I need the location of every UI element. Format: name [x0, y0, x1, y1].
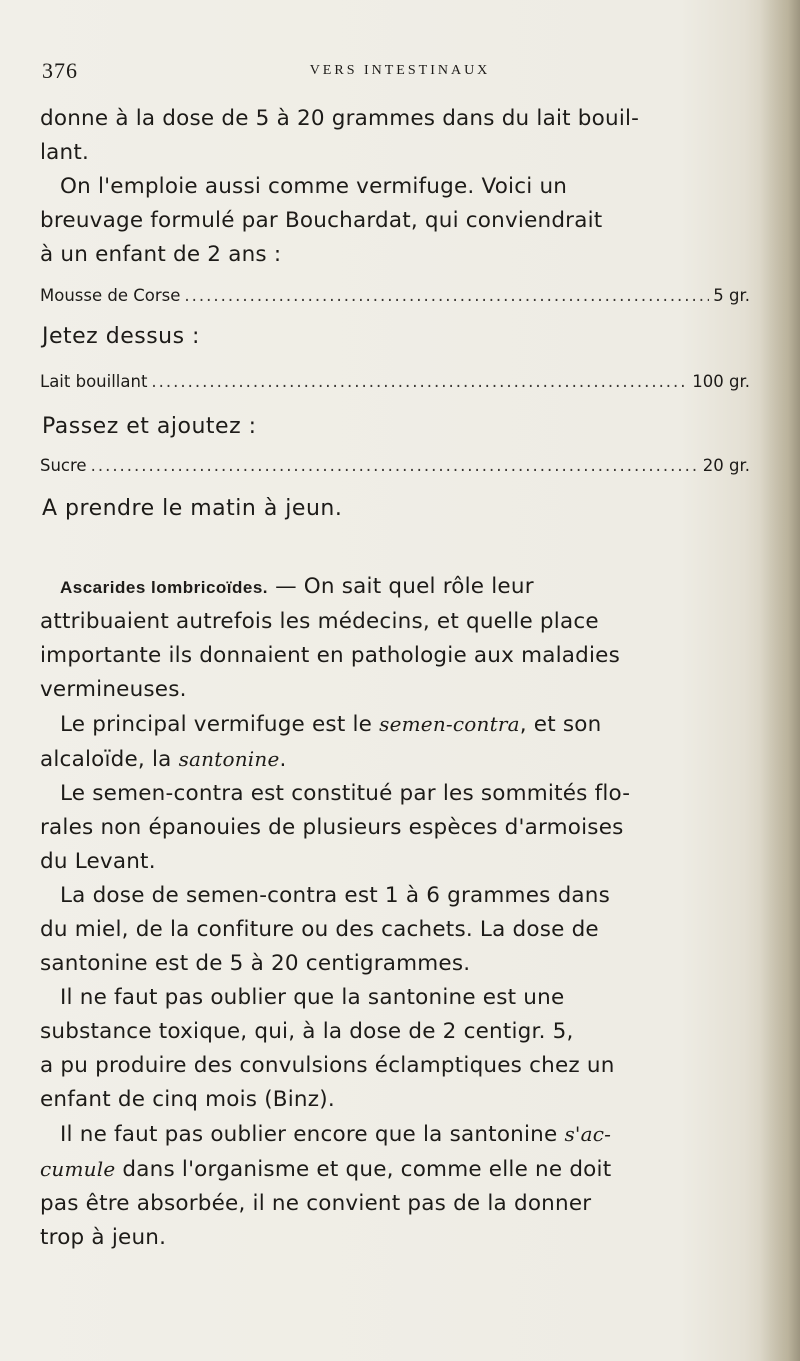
- recipe-quantity: 100 gr.: [692, 372, 750, 391]
- italic-term: semen-contra: [379, 712, 520, 736]
- text-line: [40, 1117, 765, 1152]
- leader-dots: [91, 456, 699, 475]
- page-header: [40, 58, 765, 88]
- text-line: donne à la dose de 5 à 20 grammes dans du lait bouil-: [40, 106, 640, 131]
- recipe-ingredient: Mousse de Corse: [40, 286, 181, 305]
- text-line: substance toxique, qui, à la dose de 2 centigr. 5,: [40, 1019, 574, 1044]
- text-line: du miel, de la confiture ou des cachets. La dose de: [40, 917, 599, 942]
- text-line: breuvage formulé par Bouchardat, qui conviendrait: [40, 208, 603, 233]
- text-line: Le semen-contra est constitué par les sommités flo-: [60, 781, 631, 806]
- text-run: Le principal vermifuge est le: [60, 712, 380, 737]
- text-line: vermineuses.: [40, 677, 187, 702]
- italic-term: cumule: [40, 1157, 116, 1181]
- text-run: alcaloïde, la: [40, 747, 179, 772]
- recipe-closing: A prendre le matin à jeun.: [42, 496, 343, 521]
- recipe-row-sucre: [40, 456, 750, 482]
- running-title: VERS INTESTINAUX: [309, 63, 491, 78]
- text-line: enfant de cinq mois (Binz).: [40, 1087, 335, 1112]
- text-line: [40, 707, 765, 742]
- text-line: [40, 742, 765, 777]
- recipe-quantity: 5 gr.: [713, 286, 750, 305]
- text-line: trop à jeun.: [40, 1225, 167, 1250]
- text-run: .: [279, 747, 287, 772]
- recipe-row-lait: [40, 372, 750, 398]
- recipe-quantity: 20 gr.: [702, 456, 750, 475]
- text-run: — On sait quel rôle leur: [268, 574, 534, 599]
- text-line: rales non épanouies de plusieurs espèces d'armoises: [40, 815, 624, 840]
- text-line: a pu produire des convulsions éclamptiques chez un: [40, 1053, 615, 1078]
- paragraph-intro: [40, 102, 765, 272]
- leader-dots: [184, 286, 709, 305]
- text-run: Il ne faut pas oublier encore que la santonine: [60, 1122, 565, 1147]
- text-line: [40, 1152, 765, 1187]
- recipe-row-mousse: [40, 286, 750, 312]
- recipe-instruction: Jetez dessus :: [42, 324, 200, 349]
- recipe-ingredient: Lait bouillant: [40, 372, 148, 391]
- text-line: attribuaient autrefois les médecins, et quelle place: [40, 609, 599, 634]
- italic-term: s'ac-: [564, 1122, 612, 1146]
- text-run: dans l'organisme et que, comme elle ne doit: [115, 1157, 612, 1182]
- leader-dots: [151, 372, 688, 391]
- text-line: [40, 570, 765, 605]
- text-line: On l'emploie aussi comme vermifuge. Voici un: [60, 174, 568, 199]
- text-line: pas être absorbée, il ne convient pas de la donner: [40, 1191, 592, 1216]
- text-line: du Levant.: [40, 849, 156, 874]
- recipe-ingredient: Sucre: [40, 456, 87, 475]
- text-line: santonine est de 5 à 20 centigrammes.: [40, 951, 471, 976]
- text-line: lant.: [40, 140, 90, 165]
- page-edge-shadow: [760, 0, 800, 1361]
- text-line: Il ne faut pas oublier que la santonine est une: [60, 985, 565, 1010]
- italic-term: santonine: [178, 747, 280, 771]
- section-heading: Ascarides lombricoïdes.: [60, 578, 269, 597]
- page-number: 376: [42, 58, 78, 83]
- section-ascarides: [40, 570, 765, 1255]
- text-line: importante ils donnaient en pathologie aux maladies: [40, 643, 620, 668]
- recipe-instruction: Passez et ajoutez :: [42, 414, 257, 439]
- text-run: , et son: [519, 712, 602, 737]
- text-line: La dose de semen-contra est 1 à 6 grammes dans: [60, 883, 611, 908]
- text-line: à un enfant de 2 ans :: [40, 242, 282, 267]
